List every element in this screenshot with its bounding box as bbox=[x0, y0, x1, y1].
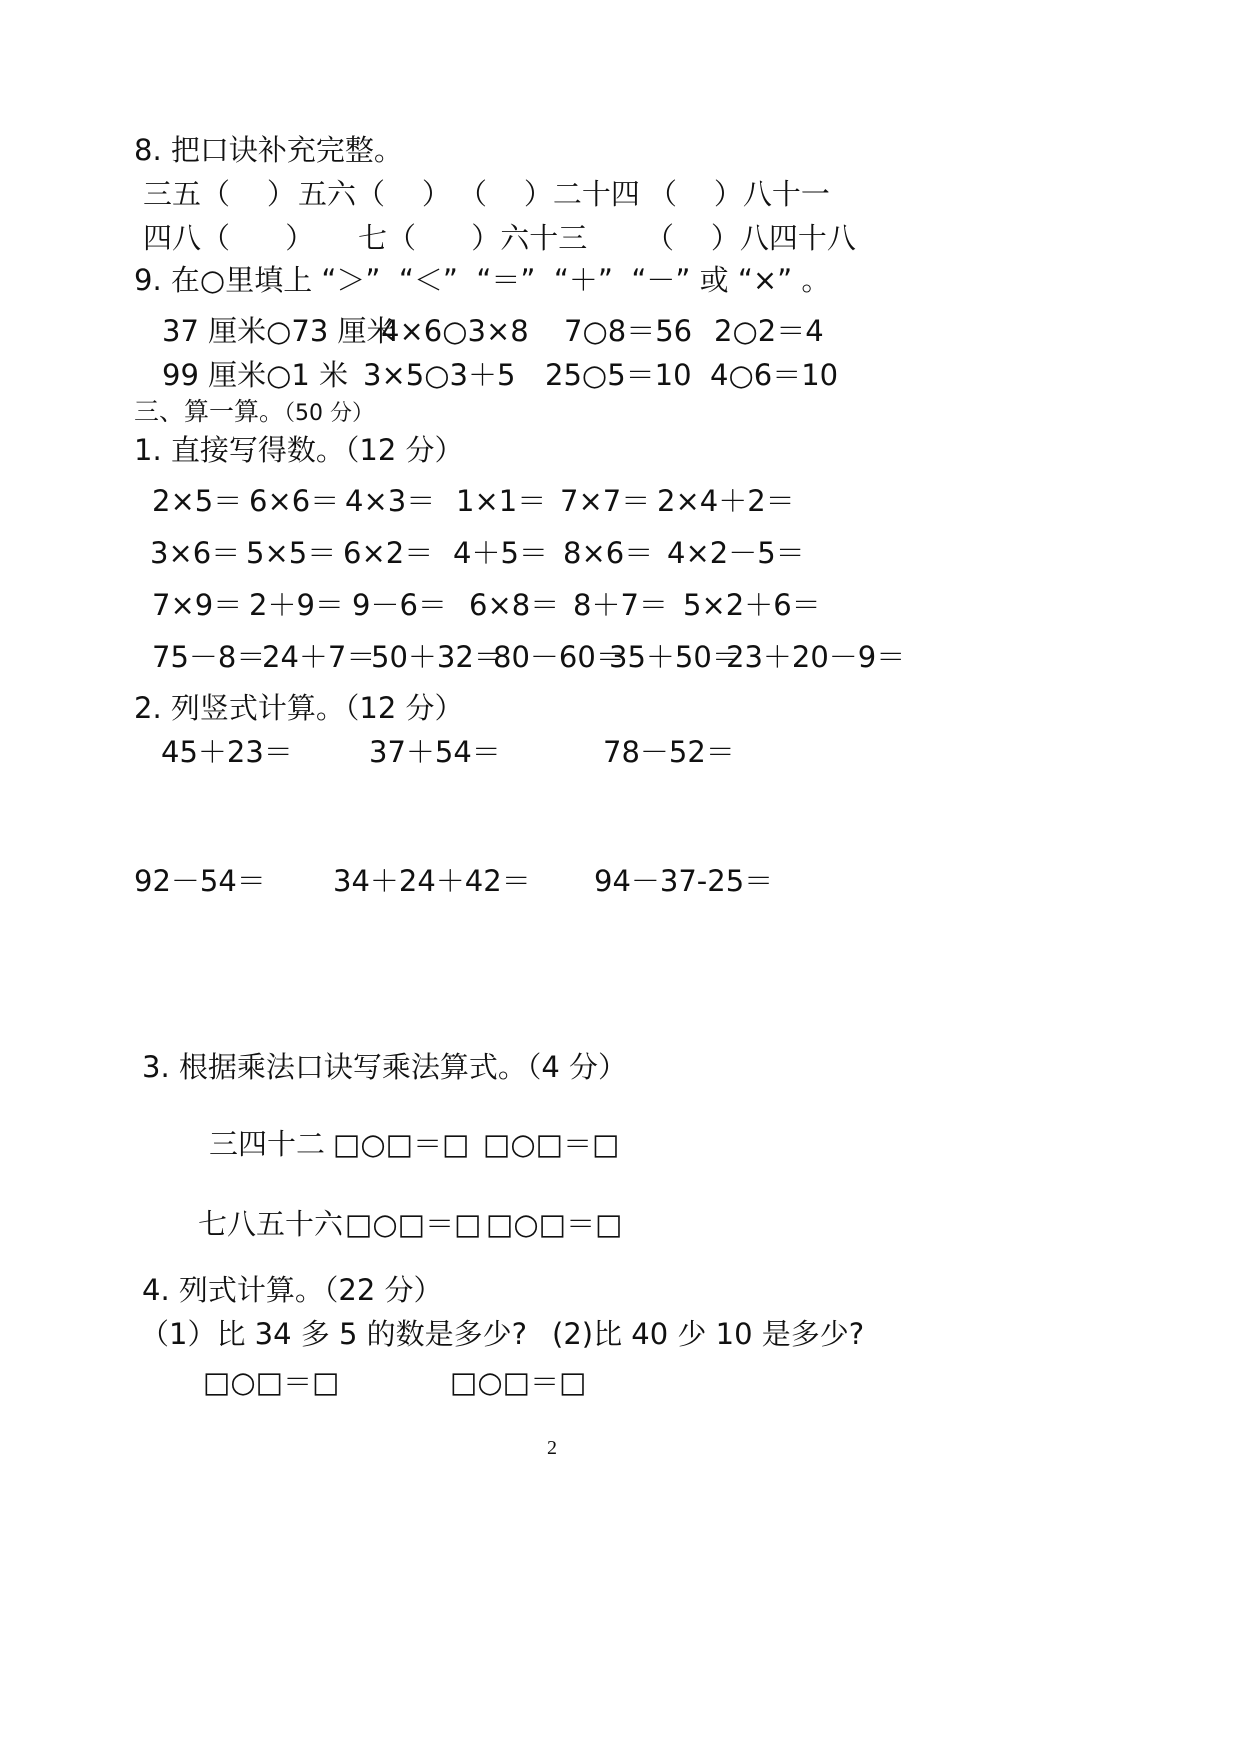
section-title: 三、算一算。（50 分） bbox=[134, 397, 375, 426]
vertical-calc-item: 45＋23＝ bbox=[161, 735, 293, 769]
calc-item: 75－8＝ bbox=[152, 640, 266, 674]
q9-item: 4○6＝10 bbox=[710, 358, 839, 392]
q8-item: 五六（ ） bbox=[298, 177, 451, 211]
q8-item: （ ）八四十八 bbox=[645, 221, 856, 255]
q9-item: 37 厘米○73 厘米 bbox=[162, 314, 396, 348]
q8-item: 七（ ）六十三 bbox=[358, 221, 588, 255]
calc-item: 4×3＝ bbox=[345, 484, 436, 518]
calc-item: 5×2＋6＝ bbox=[683, 588, 821, 622]
calc-item: 1×1＝ bbox=[456, 484, 547, 518]
calc-item: 7×9＝ bbox=[152, 588, 243, 622]
q9-item: 3×5○3＋5 bbox=[363, 358, 516, 392]
page-number: 2 bbox=[547, 1437, 557, 1459]
q9-item: 2○2＝4 bbox=[714, 314, 824, 348]
vertical-calc-item: 37＋54＝ bbox=[369, 735, 501, 769]
rhyme-label: 三四十二 bbox=[209, 1127, 326, 1161]
vertical-calc-item: 78－52＝ bbox=[603, 735, 735, 769]
calc-item: 6×8＝ bbox=[469, 588, 560, 622]
equation-boxes: □○□＝□ bbox=[483, 1127, 620, 1161]
vertical-calc-item: 92－54＝ bbox=[134, 864, 266, 898]
vertical-calc-item: 94－37-25＝ bbox=[594, 864, 774, 898]
p1-title: 1. 直接写得数。（12 分） bbox=[134, 433, 464, 467]
calc-item: 2＋9＝ bbox=[249, 588, 344, 622]
vertical-calc-item: 34＋24＋42＝ bbox=[333, 864, 531, 898]
word-problem: （1）比 34 多 5 的数是多少? bbox=[140, 1317, 528, 1351]
q8-item: 三五（ ） bbox=[143, 177, 296, 211]
calc-item: 8×6＝ bbox=[563, 536, 654, 570]
q9-item: 99 厘米○1 米 bbox=[162, 358, 349, 392]
calc-item: 4＋5＝ bbox=[453, 536, 548, 570]
calc-item: 24＋7＝ bbox=[262, 640, 376, 674]
calc-item: 9－6＝ bbox=[352, 588, 447, 622]
p2-title: 2. 列竖式计算。（12 分） bbox=[134, 691, 464, 725]
p4-title: 4. 列式计算。（22 分） bbox=[142, 1273, 443, 1307]
calc-item: 35＋50＝ bbox=[609, 640, 741, 674]
calc-item: 3×6＝ bbox=[150, 536, 241, 570]
equation-boxes: □○□＝□ bbox=[486, 1207, 623, 1241]
calc-item: 50＋32＝ bbox=[371, 640, 503, 674]
calc-item: 4×2－5＝ bbox=[667, 536, 805, 570]
rhyme-label: 七八五十六 bbox=[198, 1207, 344, 1241]
calc-item: 23＋20－9＝ bbox=[726, 640, 906, 674]
q9-title: 9. 在○里填上 “＞” “＜” “＝” “＋” “－” 或 “×” 。 bbox=[134, 263, 831, 297]
q8-item: （ ）八十一 bbox=[648, 177, 830, 211]
calc-item: 2×4＋2＝ bbox=[657, 484, 795, 518]
calc-item: 5×5＝ bbox=[246, 536, 337, 570]
q8-item: （ ）二十四 bbox=[458, 177, 640, 211]
equation-boxes: □○□＝□ bbox=[333, 1127, 470, 1161]
calc-item: 6×2＝ bbox=[343, 536, 434, 570]
word-problem: (2)比 40 少 10 是多少? bbox=[552, 1317, 865, 1351]
equation-boxes: □○□＝□ bbox=[345, 1207, 482, 1241]
p3-title: 3. 根据乘法口诀写乘法算式。（4 分） bbox=[142, 1050, 628, 1084]
q8-item: 四八（ ） bbox=[143, 221, 315, 255]
calc-item: 2×5＝ bbox=[152, 484, 243, 518]
q9-item: 25○5＝10 bbox=[545, 358, 692, 392]
q9-item: 7○8＝56 bbox=[564, 314, 693, 348]
q9-item: 4×6○3×8 bbox=[381, 314, 529, 348]
q8-title: 8. 把口诀补充完整。 bbox=[134, 133, 403, 167]
calc-item: 8＋7＝ bbox=[573, 588, 668, 622]
calc-item: 7×7＝ bbox=[560, 484, 651, 518]
calc-item: 6×6＝ bbox=[249, 484, 340, 518]
calc-item: 80－60＝ bbox=[493, 640, 625, 674]
equation-boxes: □○□＝□ bbox=[203, 1365, 340, 1399]
equation-boxes: □○□＝□ bbox=[450, 1365, 587, 1399]
